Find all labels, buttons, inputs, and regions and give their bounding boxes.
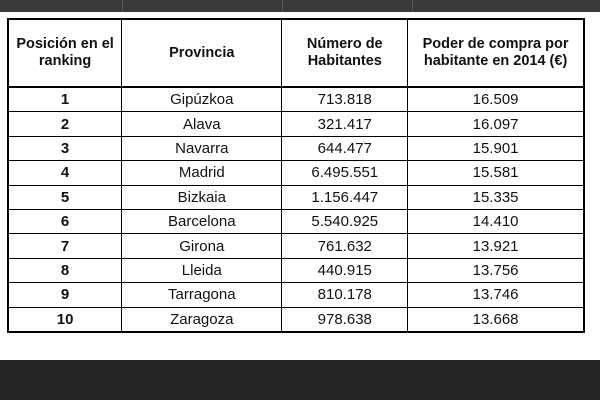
cell-poder-compra: 15.901 — [408, 136, 584, 160]
cell-ranking: 6 — [8, 209, 122, 233]
cell-ranking: 3 — [8, 136, 122, 160]
table-row — [8, 283, 584, 307]
table-row — [8, 136, 584, 160]
strip-cell — [0, 0, 123, 12]
table-row — [8, 234, 584, 258]
cell-provincia: Alava — [122, 112, 282, 136]
cell-provincia: Girona — [122, 234, 282, 258]
table-row — [8, 161, 584, 185]
cell-habitantes: 761.632 — [282, 234, 408, 258]
cell-habitantes: 321.417 — [282, 112, 408, 136]
cell-ranking: 9 — [8, 283, 122, 307]
cell-habitantes: 1.156.447 — [282, 185, 408, 209]
cell-ranking: 7 — [8, 234, 122, 258]
cell-provincia: Tarragona — [122, 283, 282, 307]
cell-poder-compra: 13.746 — [408, 283, 584, 307]
cell-provincia: Zaragoza — [122, 307, 282, 332]
cell-poder-compra: 14.410 — [408, 209, 584, 233]
strip-cell — [122, 0, 283, 12]
table-body — [8, 87, 584, 332]
cell-habitantes: 440.915 — [282, 258, 408, 282]
cell-provincia: Lleida — [122, 258, 282, 282]
cell-ranking: 4 — [8, 161, 122, 185]
cell-habitantes: 978.638 — [282, 307, 408, 332]
strip-cell — [282, 0, 413, 12]
cell-ranking: 5 — [8, 185, 122, 209]
cell-habitantes: 713.818 — [282, 87, 408, 112]
cell-habitantes: 810.178 — [282, 283, 408, 307]
header-poder-compra: Poder de compra por habitante en 2014 (€) — [408, 19, 584, 87]
cell-habitantes: 6.495.551 — [282, 161, 408, 185]
table-row — [8, 185, 584, 209]
table-row — [8, 307, 584, 332]
cell-poder-compra: 15.581 — [408, 161, 584, 185]
cell-ranking: 1 — [8, 87, 122, 112]
cell-provincia: Gipúzkoa — [122, 87, 282, 112]
cell-poder-compra: 13.756 — [408, 258, 584, 282]
top-spreadsheet-strip — [0, 0, 600, 12]
table-header-row — [8, 19, 584, 87]
cell-provincia: Bizkaia — [122, 185, 282, 209]
cell-ranking: 10 — [8, 307, 122, 332]
cell-poder-compra: 13.921 — [408, 234, 584, 258]
cell-provincia: Madrid — [122, 161, 282, 185]
cell-poder-compra: 16.509 — [408, 87, 584, 112]
cell-poder-compra: 16.097 — [408, 112, 584, 136]
table-row — [8, 87, 584, 112]
table-row — [8, 209, 584, 233]
table-row — [8, 112, 584, 136]
cell-ranking: 8 — [8, 258, 122, 282]
table-row — [8, 258, 584, 282]
cell-poder-compra: 15.335 — [408, 185, 584, 209]
cell-provincia: Navarra — [122, 136, 282, 160]
header-habitantes: Número de Habitantes — [282, 19, 408, 87]
cell-provincia: Barcelona — [122, 209, 282, 233]
cell-ranking: 2 — [8, 112, 122, 136]
cell-poder-compra: 13.668 — [408, 307, 584, 332]
bottom-dark-area — [0, 360, 600, 400]
header-ranking: Posición en el ranking — [8, 19, 122, 87]
ranking-table — [7, 18, 585, 333]
cell-habitantes: 644.477 — [282, 136, 408, 160]
table-sheet — [0, 12, 600, 360]
cell-habitantes: 5.540.925 — [282, 209, 408, 233]
header-provincia: Provincia — [122, 19, 282, 87]
